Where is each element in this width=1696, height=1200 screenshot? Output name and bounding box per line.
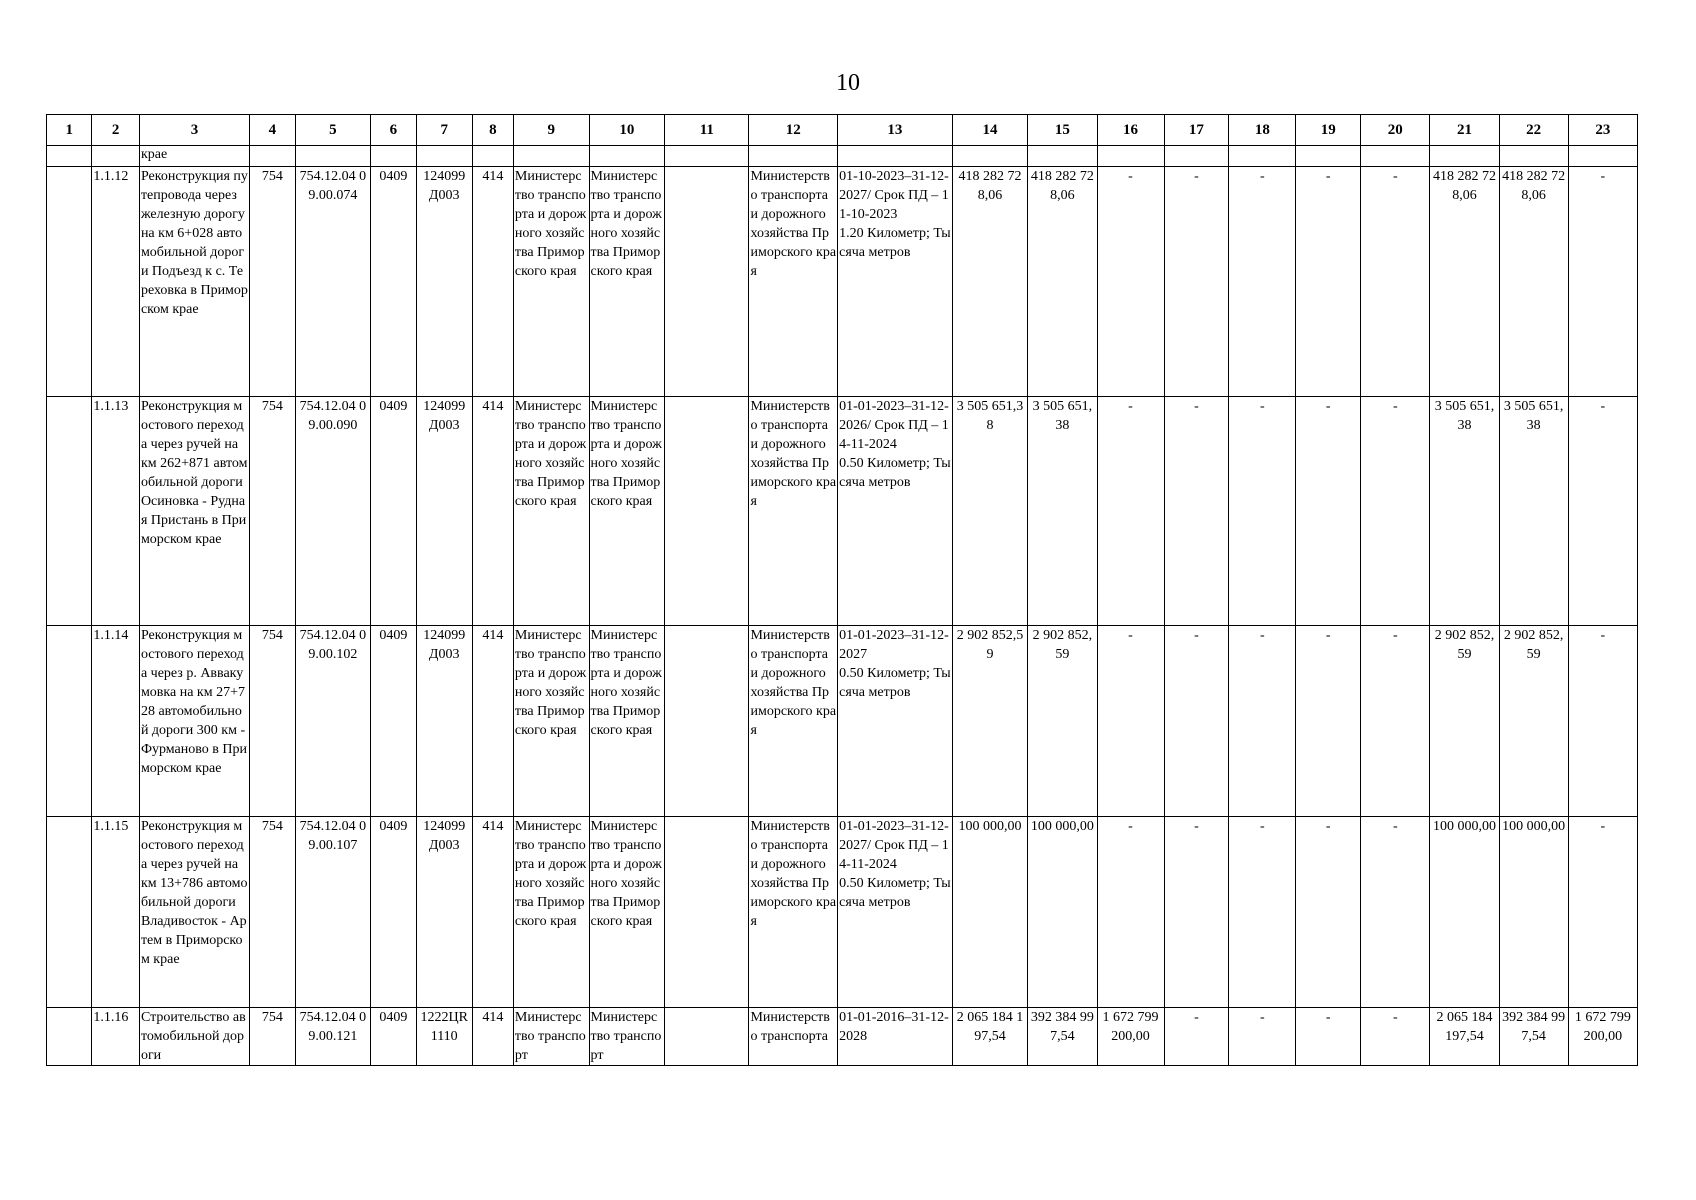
cell-col10: Министерство транспорта и дорожного хозяйства Приморского края — [589, 817, 665, 1008]
table-row — [47, 167, 1638, 397]
header-cell: 22 — [1499, 115, 1568, 146]
cell-col13-period: 01-01-2023–31-12-2026/ Срок ПД – 14-11-2024 — [839, 399, 949, 452]
continuation-text: крае — [139, 146, 249, 167]
header-cell: 8 — [472, 115, 513, 146]
header-cell: 16 — [1097, 115, 1164, 146]
cell-col13 — [838, 167, 953, 397]
cell-col19: - — [1296, 626, 1361, 817]
header-cell: 20 — [1361, 115, 1430, 146]
cell-col23: 1 672 799 200,00 — [1568, 1008, 1637, 1066]
cell-col13 — [838, 1008, 953, 1066]
cell-col21: 2 902 852,59 — [1430, 626, 1499, 817]
cell-col17: - — [1164, 167, 1229, 397]
cell-col12: Министерство транспорта и дорожного хозяйства Приморского края — [749, 167, 838, 397]
cell-col6: 0409 — [371, 626, 416, 817]
header-cell: 10 — [589, 115, 665, 146]
cell-col17: - — [1164, 817, 1229, 1008]
cell-col7: 124099 Д003 — [416, 397, 472, 626]
header-cell: 6 — [371, 115, 416, 146]
header-cell: 11 — [665, 115, 749, 146]
header-cell: 2 — [92, 115, 140, 146]
cell-col21: 418 282 728,06 — [1430, 167, 1499, 397]
cell-col22: 3 505 651,38 — [1499, 397, 1568, 626]
cell-col13-measure: 0.50 Километр; Тысяча метров — [839, 666, 951, 700]
page-number: 10 — [836, 70, 860, 96]
cell-col6: 0409 — [371, 1008, 416, 1066]
cell-item-number: 1.1.15 — [92, 817, 140, 1008]
cell-col13-measure: 0.50 Километр; Тысяча метров — [839, 876, 951, 910]
cell-object-name: Реконструкция мостового перехода через р. Аввакумовка на км 27+728 автомобильной дороги 300 км - Фурманово в Приморском крае — [139, 626, 249, 817]
cell-item-number: 1.1.12 — [92, 167, 140, 397]
cell-col8: 414 — [472, 1008, 513, 1066]
cell-col16: - — [1097, 167, 1164, 397]
cell-col18: - — [1229, 397, 1296, 626]
table-row — [47, 817, 1638, 1008]
header-cell: 12 — [749, 115, 838, 146]
header-cell: 4 — [250, 115, 295, 146]
cell-col6: 0409 — [371, 817, 416, 1008]
header-cell: 15 — [1028, 115, 1097, 146]
cell-col12: Министерство транспорта — [749, 1008, 838, 1066]
cell-col9: Министерство транспорта и дорожного хозяйства Приморского края — [513, 397, 589, 626]
cell-col16: - — [1097, 397, 1164, 626]
cell-col19: - — [1296, 817, 1361, 1008]
cell-col16: - — [1097, 626, 1164, 817]
cell-col8: 414 — [472, 817, 513, 1008]
cell-col7: 124099 Д003 — [416, 626, 472, 817]
cell-col23: - — [1568, 167, 1637, 397]
cell-col15: 2 902 852,59 — [1028, 626, 1097, 817]
cell-col11 — [665, 817, 749, 1008]
cell-col10: Министерство транспорта и дорожного хозяйства Приморского края — [589, 397, 665, 626]
cell-object-name: Реконструкция путепровода через железную дорогу на км 6+028 автомобильной дороги Подъезд к с. Тереховка в Приморском крае — [139, 167, 249, 397]
cell-col10: Министерство транспорта и дорожного хозяйства Приморского края — [589, 626, 665, 817]
cell-col17: - — [1164, 626, 1229, 817]
cell-col20: - — [1361, 1008, 1430, 1066]
cell-object-name: Строительство автомобильной дороги — [139, 1008, 249, 1066]
cell-col8: 414 — [472, 167, 513, 397]
cell-col15: 392 384 997,54 — [1028, 1008, 1097, 1066]
cell-col18: - — [1229, 626, 1296, 817]
header-cell: 5 — [295, 115, 371, 146]
cell-col13-measure: 0.50 Километр; Тысяча метров — [839, 456, 951, 490]
budget-table — [46, 114, 1638, 1066]
header-cell: 23 — [1568, 115, 1637, 146]
cell-col1 — [47, 1008, 92, 1066]
cell-col13 — [838, 626, 953, 817]
cell-col18: - — [1229, 817, 1296, 1008]
continuation-row — [47, 146, 1638, 167]
cell-col22: 418 282 728,06 — [1499, 167, 1568, 397]
cell-item-number: 1.1.16 — [92, 1008, 140, 1066]
cell-col22: 392 384 997,54 — [1499, 1008, 1568, 1066]
header-row — [47, 115, 1638, 146]
cell-col13 — [838, 817, 953, 1008]
header-cell: 1 — [47, 115, 92, 146]
cell-col14: 2 902 852,59 — [952, 626, 1028, 817]
cell-col4: 754 — [250, 397, 295, 626]
cell-col21: 2 065 184 197,54 — [1430, 1008, 1499, 1066]
cell-col22: 2 902 852,59 — [1499, 626, 1568, 817]
cell-col11 — [665, 1008, 749, 1066]
cell-col6: 0409 — [371, 167, 416, 397]
cell-col21: 100 000,00 — [1430, 817, 1499, 1008]
cell-col23: - — [1568, 817, 1637, 1008]
cell-col1 — [47, 167, 92, 397]
header-cell: 14 — [952, 115, 1028, 146]
cell-col16: 1 672 799 200,00 — [1097, 1008, 1164, 1066]
cell-col15: 418 282 728,06 — [1028, 167, 1097, 397]
cell-col12: Министерство транспорта и дорожного хозяйства Приморского края — [749, 817, 838, 1008]
cell-col8: 414 — [472, 626, 513, 817]
cell-col20: - — [1361, 397, 1430, 626]
cell-col21: 3 505 651,38 — [1430, 397, 1499, 626]
cell-col9: Министерство транспорта и дорожного хозяйства Приморского края — [513, 167, 589, 397]
cell-col14: 418 282 728,06 — [952, 167, 1028, 397]
cell-col1 — [47, 626, 92, 817]
cell-col5: 754.12.04 09.00.121 — [295, 1008, 371, 1066]
cell-col13-period: 01-01-2023–31-12-2027/ Срок ПД – 14-11-2024 — [839, 819, 949, 872]
cell-item-number: 1.1.14 — [92, 626, 140, 817]
cell-col20: - — [1361, 167, 1430, 397]
cell-col9: Министерство транспорт — [513, 1008, 589, 1066]
cell-col7: 124099 Д003 — [416, 167, 472, 397]
cell-col20: - — [1361, 626, 1430, 817]
cell-col4: 754 — [250, 1008, 295, 1066]
table-row — [47, 397, 1638, 626]
header-cell: 17 — [1164, 115, 1229, 146]
cell-col11 — [665, 167, 749, 397]
table-row — [47, 626, 1638, 817]
cell-col5: 754.12.04 09.00.074 — [295, 167, 371, 397]
header-cell: 21 — [1430, 115, 1499, 146]
header-cell: 19 — [1296, 115, 1361, 146]
header-cell: 7 — [416, 115, 472, 146]
header-cell: 13 — [838, 115, 953, 146]
cell-col13-measure: 1.20 Километр; Тысяча метров — [839, 226, 951, 260]
cell-col15: 3 505 651,38 — [1028, 397, 1097, 626]
cell-col10: Министерство транспорта и дорожного хозяйства Приморского края — [589, 167, 665, 397]
cell-col13-period: 01-10-2023–31-12-2027/ Срок ПД – 11-10-2023 — [839, 169, 949, 222]
cell-col12: Министерство транспорта и дорожного хозяйства Приморского края — [749, 397, 838, 626]
cell-col8: 414 — [472, 397, 513, 626]
cell-col19: - — [1296, 397, 1361, 626]
cell-col22: 100 000,00 — [1499, 817, 1568, 1008]
cell-col11 — [665, 626, 749, 817]
cell-col1 — [47, 817, 92, 1008]
cell-col5: 754.12.04 09.00.107 — [295, 817, 371, 1008]
cell-item-number: 1.1.13 — [92, 397, 140, 626]
cell-col4: 754 — [250, 626, 295, 817]
cell-col9: Министерство транспорта и дорожного хозяйства Приморского края — [513, 626, 589, 817]
cell-col1 — [47, 397, 92, 626]
cell-col7: 124099 Д003 — [416, 817, 472, 1008]
cell-col13-period: 01-01-2023–31-12-2027 — [839, 628, 949, 662]
cell-col23: - — [1568, 397, 1637, 626]
cell-col12: Министерство транспорта и дорожного хозяйства Приморского края — [749, 626, 838, 817]
header-cell: 3 — [139, 115, 249, 146]
cell-col4: 754 — [250, 817, 295, 1008]
cell-col19: - — [1296, 167, 1361, 397]
cell-col17: - — [1164, 397, 1229, 626]
cell-col10: Министерство транспорт — [589, 1008, 665, 1066]
cell-col18: - — [1229, 1008, 1296, 1066]
cell-col17: - — [1164, 1008, 1229, 1066]
cell-col4: 754 — [250, 167, 295, 397]
cell-col14: 100 000,00 — [952, 817, 1028, 1008]
cell-col7: 1222ЦR 1110 — [416, 1008, 472, 1066]
cell-col23: - — [1568, 626, 1637, 817]
cell-col11 — [665, 397, 749, 626]
cell-col13-period: 01-01-2016–31-12-2028 — [839, 1010, 949, 1044]
cell-col19: - — [1296, 1008, 1361, 1066]
cell-col16: - — [1097, 817, 1164, 1008]
cell-col14: 3 505 651,38 — [952, 397, 1028, 626]
cell-col13 — [838, 397, 953, 626]
header-cell: 18 — [1229, 115, 1296, 146]
header-cell: 9 — [513, 115, 589, 146]
cell-col18: - — [1229, 167, 1296, 397]
cell-col14: 2 065 184 197,54 — [952, 1008, 1028, 1066]
cell-col6: 0409 — [371, 397, 416, 626]
cell-object-name: Реконструкция мостового перехода через ручей на км 262+871 автомобильной дороги Осиновка - Рудная Пристань в Приморском крае — [139, 397, 249, 626]
cell-col20: - — [1361, 817, 1430, 1008]
table-row — [47, 1008, 1638, 1066]
cell-object-name: Реконструкция мостового перехода через ручей на км 13+786 автомобильной дороги Владивосток - Артем в Приморском крае — [139, 817, 249, 1008]
cell-col5: 754.12.04 09.00.090 — [295, 397, 371, 626]
cell-col5: 754.12.04 09.00.102 — [295, 626, 371, 817]
cell-col15: 100 000,00 — [1028, 817, 1097, 1008]
cell-col9: Министерство транспорта и дорожного хозяйства Приморского края — [513, 817, 589, 1008]
